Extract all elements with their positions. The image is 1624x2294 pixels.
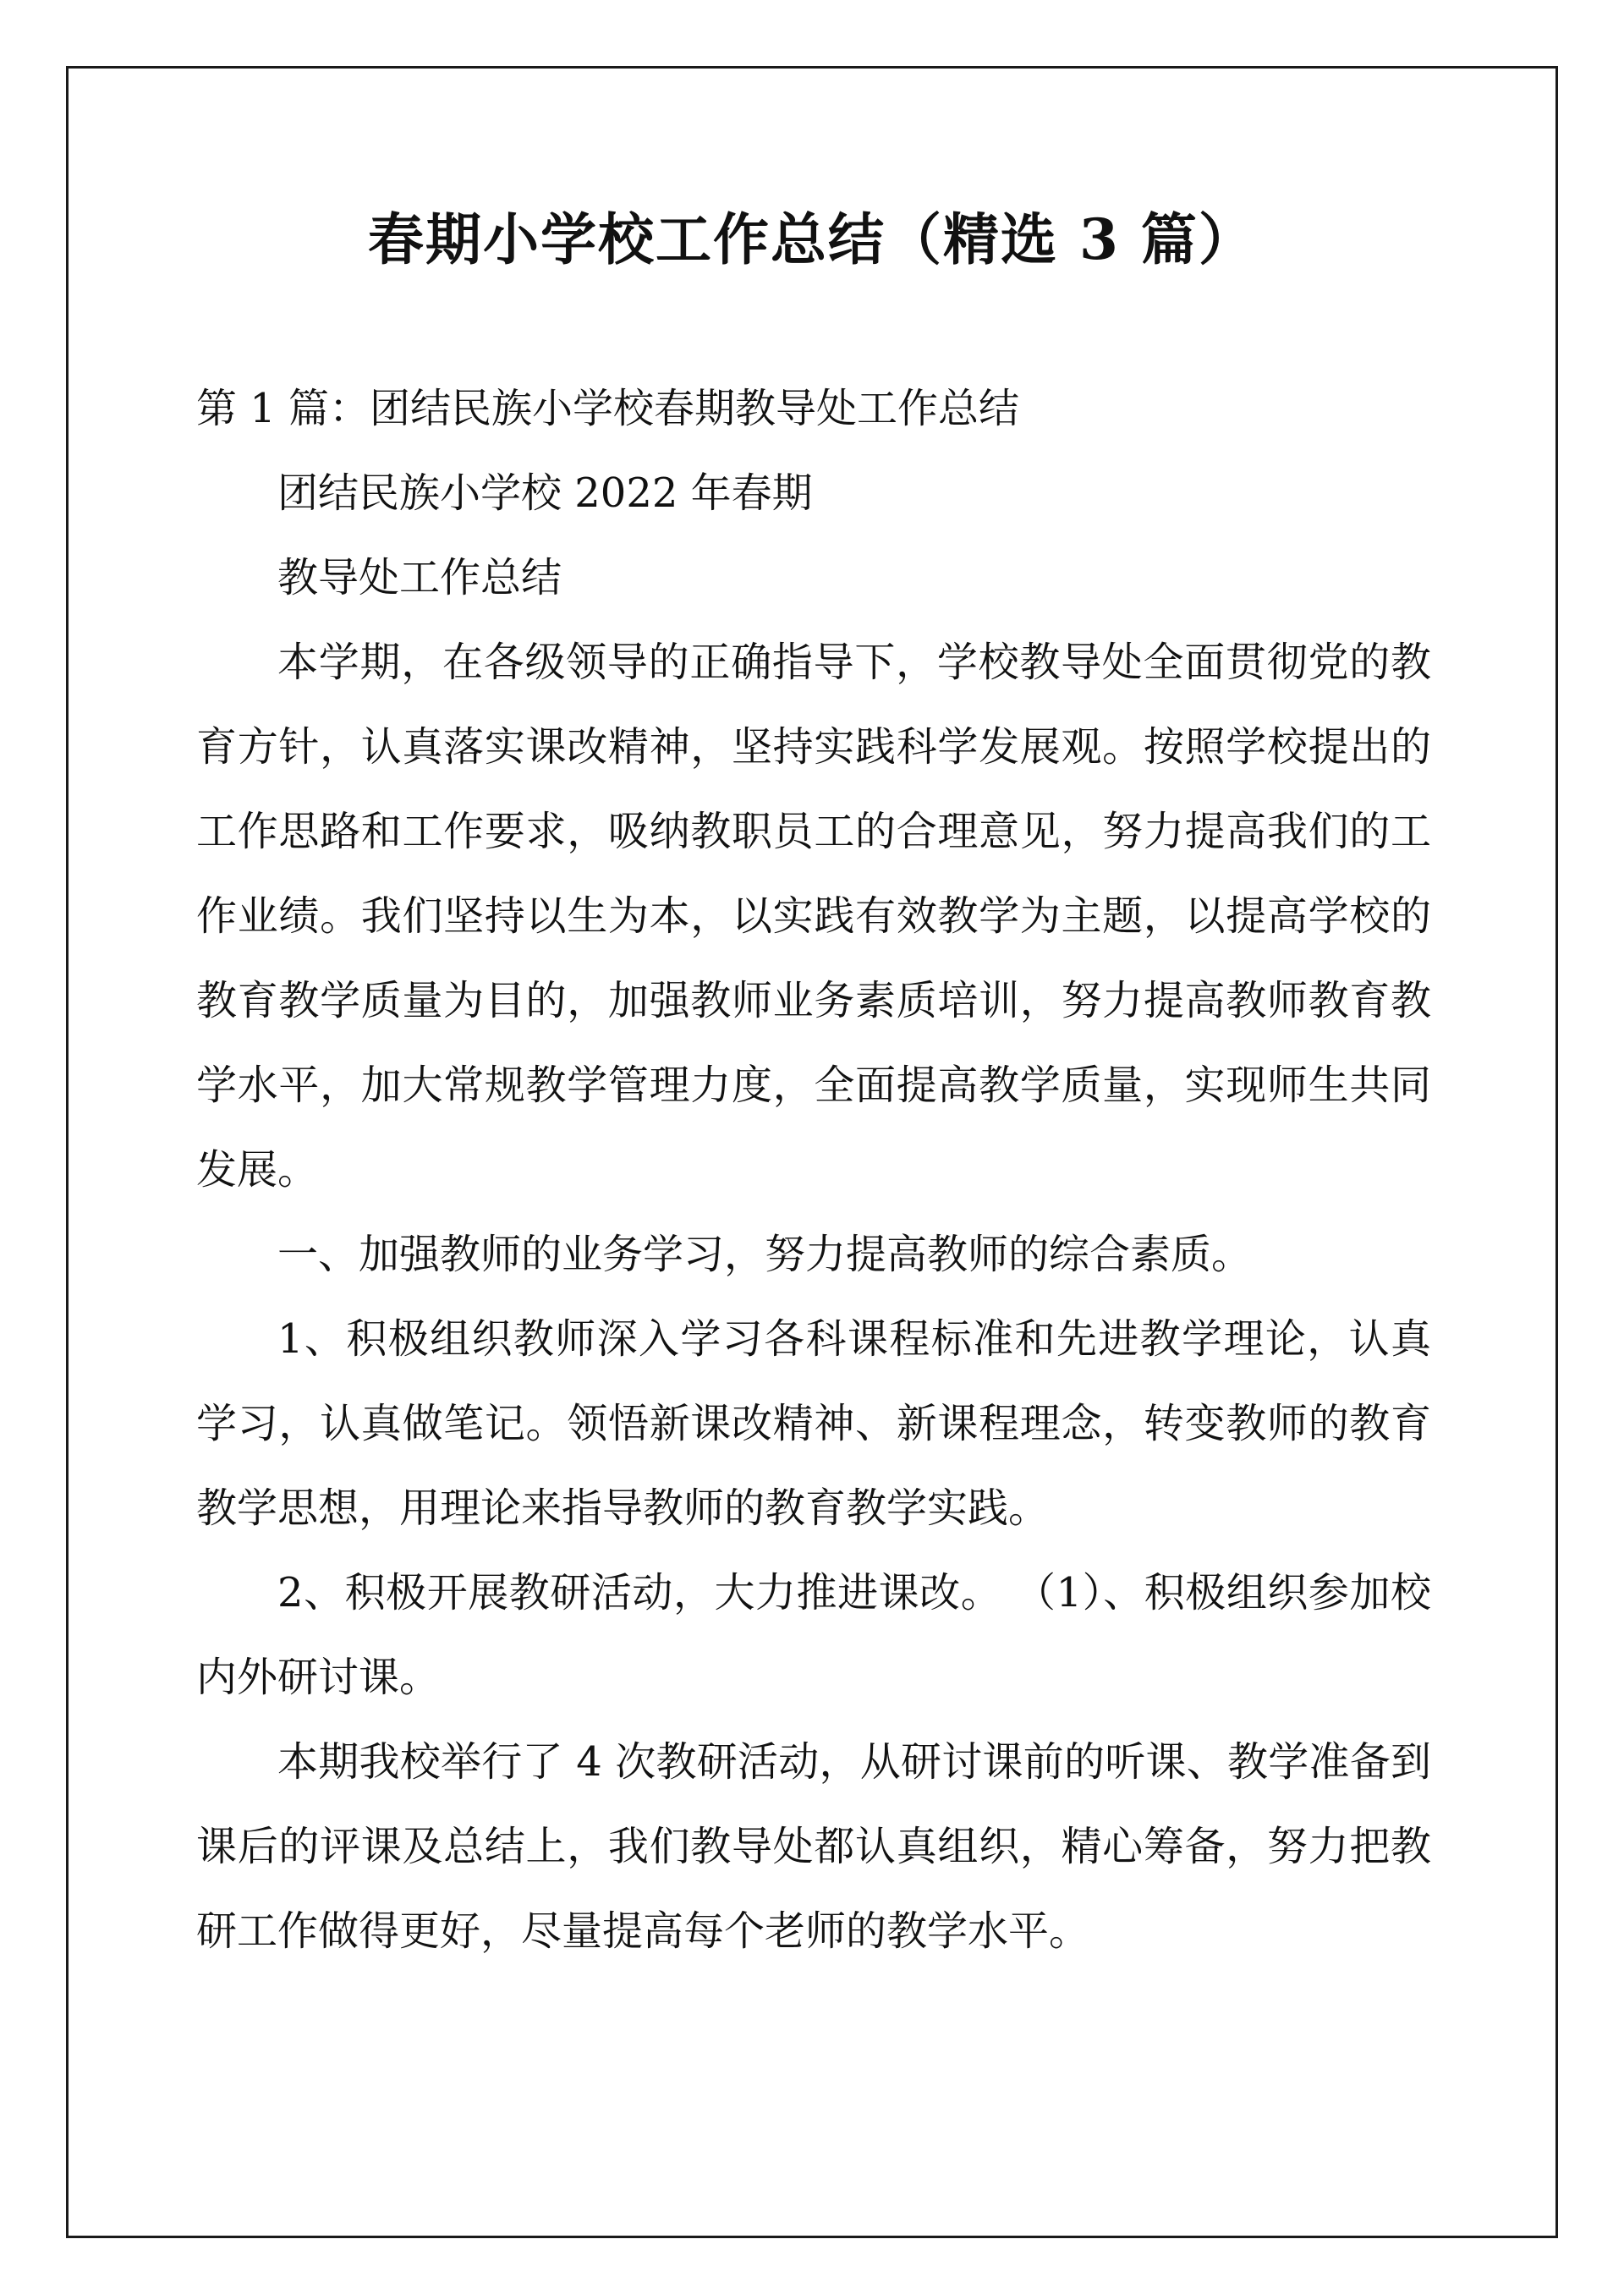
paragraph: 2、积极开展教研活动，大力推进课改。 （1）、积极组织参加校内外研讨课。: [196, 1569, 1431, 1701]
paragraph: 教导处工作总结: [277, 554, 562, 601]
paragraph: 本期我校举行了 4 次教研活动，从研讨课前的听课、教学准备到课后的评课及总结上，我们教导处都认真组织，精心筹备，努力把教研工作做得更好，尽量提高每个老师的教学水平。: [196, 1738, 1431, 1955]
paragraph: 团结民族小学校 2022 年春期: [277, 469, 813, 517]
paragraph: 1、积极组织教师深入学习各科课程标准和先进教学理论，认真学习，认真做笔记。领悟新课改精神、新课程理念，转变教师的教育教学思想，用理论来指导教师的教育教学实践。: [196, 1315, 1431, 1532]
section-heading: 第 1 篇：团结民族小学校春期教导处工作总结: [196, 385, 1020, 432]
paragraph: 本学期，在各级领导的正确指导下，学校教导处全面贯彻党的教育方针，认真落实课改精神，坚持实践科学发展观。按照学校提出的工作思路和工作要求，吸纳教职员工的合理意见，努力提高我们的工作业绩。我们坚持以生为本，以实践有效教学为主题，以提高学校的教育教学质量为目的，加强教师业务素质培训，努力提高教师教育教学水平，加大常规教学管理力度，全面提高教学质量，实现师生共同发展。: [196, 639, 1431, 1194]
document-title: 春期小学校工作总结（精选 3 篇）: [368, 206, 1256, 272]
paragraph: 一、加强教师的业务学习，努力提高教师的综合素质。: [277, 1231, 1253, 1278]
document-body: [196, 366, 1431, 1973]
